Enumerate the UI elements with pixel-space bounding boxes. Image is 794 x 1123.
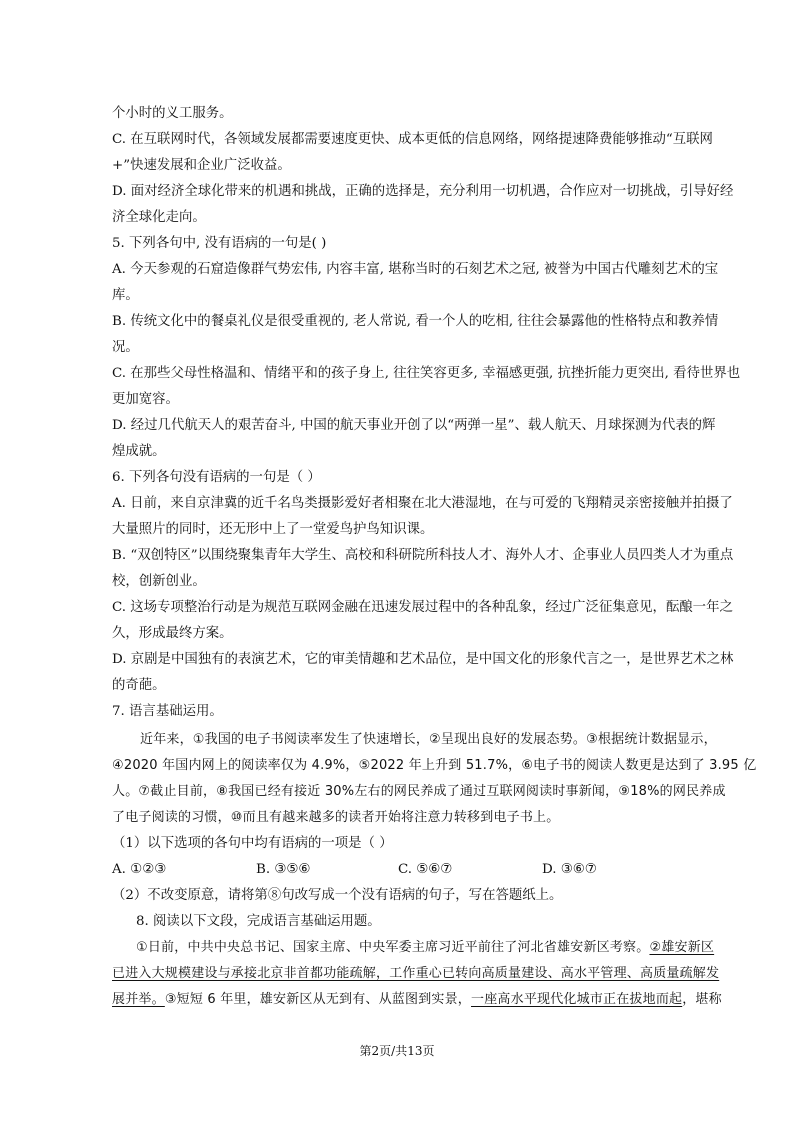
text-line: 济全球化走向。: [112, 210, 206, 225]
text-line: C. 这场专项整治行动是为规范互联网金融在迅速发展过程中的各种乱象，经过广泛征集意见，酝酿一年之: [112, 600, 733, 615]
sub-question-1: （1）以下选项的各句中均有语病的一项是（ ）: [112, 836, 393, 851]
text-line: 煌成就。: [112, 444, 166, 459]
text-line: 库。: [112, 288, 139, 303]
sentence-1: ①日前，中共中央总书记、国家主席、中央军委主席习近平前往了河北省雄安新区考察。: [136, 940, 650, 955]
passage-line: [112, 990, 722, 1010]
option-b: B. ③⑤⑥: [256, 862, 311, 877]
sentence-2-underlined: ②雄安新区: [649, 940, 715, 955]
passage-line: 人。⑦截止目前，⑧我国已经有接近 30%左右的网民养成了通过互联网阅读时事新闻，⑨18%的网民养成: [112, 784, 726, 799]
text-line: 校，创新创业。: [112, 574, 206, 589]
passage-line: 了电子阅读的习惯，⑩而且有越来越多的读者开始将注意力转移到电子书上。: [112, 810, 560, 825]
text-line: 更加宽容。: [112, 392, 179, 407]
text-line: D. 面对经济全球化带来的机遇和挑战，正确的选择是，充分利用一切机遇，合作应对一切挑战，引导好经: [112, 184, 734, 199]
text-line: 大量照片的同时，还无形中上了一堂爱鸟护鸟知识课。: [112, 522, 434, 537]
text-line: 况。: [112, 340, 139, 355]
sentence-3-underlined: 一座高水平现代化城市正在拔地而起: [471, 992, 683, 1007]
passage-line: 近年来，①我国的电子书阅读率发生了快速增长，②呈现出良好的发展态势。③根据统计数据显示，: [140, 732, 717, 747]
option-c: C. ⑤⑥⑦: [398, 862, 453, 877]
text-line: C. 在那些父母性格温和、情绪平和的孩子身上, 往往笑容更多, 幸福感更强, 抗挫折能力更突出, 看待世界也: [112, 366, 741, 381]
sentence-3: ③短短 6 年里，雄安新区从无到有、从蓝图到实景，: [164, 992, 472, 1007]
text-line: C. 在互联网时代，各领域发展都需要速度更快、成本更低的信息网络，网络提速降费能够推动“互联网: [112, 132, 713, 147]
text-line: 个小时的义工服务。: [112, 106, 233, 121]
question-6: 6. 下列各句没有语病的一句是（ ）: [112, 470, 321, 485]
text-line: D. 经过几代航天人的艰苦奋斗, 中国的航天事业开创了以“两弹一星”、载人航天、月球探测为代表的辉: [112, 418, 716, 433]
text-line: 久，形成最终方案。: [112, 626, 233, 641]
text-line: A. 日前，来自京津冀的近千名鸟类摄影爱好者相聚在北大港湿地，在与可爱的飞翔精灵亲密接触并拍摄了: [112, 496, 733, 511]
page-number: 第2页/共13页: [359, 1044, 435, 1058]
text-line: A. 今天参观的石窟造像群气势宏伟, 内容丰富, 堪称当时的石刻艺术之冠, 被誉为中国古代雕刻艺术的宝: [112, 262, 719, 277]
text-line: 的奇葩。: [112, 678, 166, 693]
text-line: B. 传统文化中的餐桌礼仪是很受重视的, 老人常说, 看一个人的吃相, 往往会暴露他的性格特点和教养情: [112, 314, 719, 329]
text-line: D. 京剧是中国独有的表演艺术，它的审美情趣和艺术品位，是中国文化的形象代言之一，是世界艺术之林: [112, 652, 734, 667]
passage-line-underlined: 已进入大规模建设与承接北京非首都功能疏解，工作重心已转向高质量建设、高水平管理、高质量疏解发: [112, 966, 720, 981]
question-7: 7. 语言基础运用。: [112, 704, 223, 719]
sentence-2-end-underlined: 展并举。: [112, 992, 165, 1007]
passage-line: ④2020 年国内网上的阅读率仅为 4.9%，⑤2022 年上升到 51.7%，⑥电子书的阅读人数更是达到了 3.95 亿: [112, 758, 757, 773]
option-a: A. ①②③: [112, 862, 167, 877]
question-8: 8. 阅读以下文段，完成语言基础运用题。: [136, 914, 381, 929]
text-line: +”快速发展和企业广泛收益。: [112, 158, 291, 173]
sub-question-2: （2）不改变原意，请将第⑧句改写成一个没有语病的句子，写在答题纸上。: [112, 888, 563, 903]
sentence-3-end: ，堪称: [682, 992, 722, 1007]
option-d: D. ③⑥⑦: [542, 862, 597, 877]
question-5: 5. 下列各句中, 没有语病的一句是( ): [112, 236, 327, 251]
passage-line: [136, 938, 714, 958]
text-line: B. “双创特区”以围绕聚集青年大学生、高校和科研院所科技人才、海外人才、企事业人员四类人才为重点: [112, 548, 734, 563]
